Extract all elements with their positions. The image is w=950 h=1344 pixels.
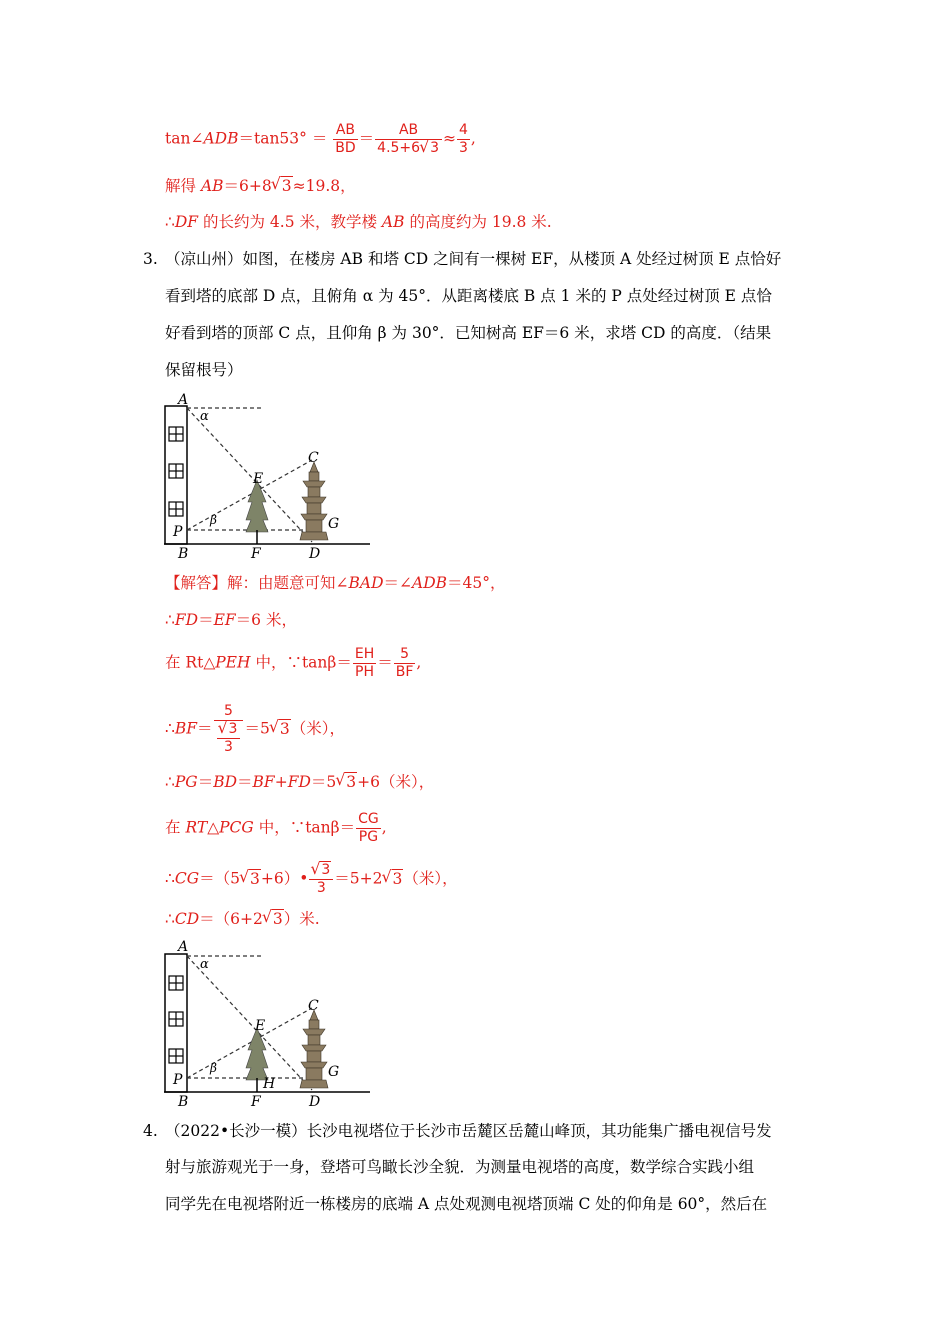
question-4-number: 4. (143, 1122, 158, 1140)
figure-building-tree-tower (160, 392, 375, 560)
label-h-2: H (263, 1076, 276, 1092)
fraction-ab-bd: $\frac{AB}{BD}$ (335, 122, 356, 156)
fraction-ab-over-sum: $\frac{AB}{4.5+6√ 3}$ (375, 122, 442, 157)
label-p-2: P (173, 1072, 183, 1088)
label-c-2: C (308, 998, 319, 1014)
label-f: F (251, 546, 261, 560)
tower (300, 462, 328, 540)
solution-line-3: 在 Rt△PEH 中，∵tanβ＝ $\frac{EH}{PH}$ ＝ $\frac{5}{BF}$ , (165, 646, 422, 680)
fraction-cg-pg: $\frac{CG}{PG}$ (358, 811, 379, 845)
label-g-2: G (328, 1064, 340, 1080)
question-3-line-2: 看到塔的底部 D 点，且俯角 α 为 45°．从距离楼底 B 点 1 米的 P 点处经过树顶 E 点恰 (165, 287, 772, 305)
tree (246, 480, 268, 544)
tower-2 (300, 1010, 328, 1088)
angle-alpha-2: α (200, 957, 209, 972)
label-a: A (178, 392, 189, 408)
label-d-2: D (309, 1094, 321, 1110)
question-4-line-1: （2022•长沙一模）长沙电视塔位于长沙市岳麓区岳麓山峰顶，其功能集广播电视信号发 (165, 1122, 772, 1140)
label-f-2: F (251, 1094, 261, 1110)
solution-line-5: ∴PG＝BD＝BF+FD＝5√ 3+6（米）， (165, 771, 434, 793)
solution-line-1: 【解答】解：由题意可知∠BAD＝∠ADB＝45°， (165, 574, 506, 592)
fraction-eh-ph: $\frac{EH}{PH}$ (354, 646, 375, 680)
question-4-line-2: 射与旅游观光于一身，登塔可鸟瞰长沙全貌．为测量电视塔的高度，数学综合实践小组 (165, 1158, 755, 1176)
label-g: G (328, 516, 340, 532)
label-e: E (253, 471, 264, 487)
figure-solution-diagram (160, 938, 375, 1110)
fraction-5-bf: $\frac{5}{BF}$ (395, 646, 414, 680)
label-d: D (309, 546, 321, 560)
solution-line-7: ∴CG＝（5√ 3+6）• √ $\frac{3}{3}$ ＝5+2√ 3（米）， (165, 862, 458, 897)
label-c: C (308, 450, 319, 466)
label-e-2: E (255, 1018, 266, 1034)
prev-line-1: tan∠ADB＝tan53° ＝ $\frac{AB}{BD}$ ＝ $\frac{AB}{4.5+6√ 3}$ ≈ $\frac{4}{3}$ , (165, 122, 476, 157)
question-4-line-3: 同学先在电视塔附近一栋楼房的底端 A 点处观测电视塔顶端 C 处的仰角是 60°，然后在 (165, 1195, 768, 1213)
question-3-line-1: （凉山州）如图，在楼房 AB 和塔 CD 之间有一棵树 EF，从楼顶 A 处经过树顶 E 点恰好 (165, 250, 782, 268)
solution-line-4: ∴BF＝ 5 √ $\frac{3}{3}$ ＝5√ 3（米）， (165, 703, 345, 756)
label-a-2: A (178, 939, 189, 955)
label-b: B (178, 546, 189, 560)
label-b-2: B (178, 1094, 189, 1110)
angle-beta-2: β (210, 1061, 217, 1075)
question-3-line-3: 好看到塔的顶部 C 点，且仰角 β 为 30°．已知树高 EF＝6 米，求塔 CD 的高度．（结果 (165, 324, 772, 342)
solution-line-6: 在 RT△PCG 中，∵tanβ＝ $\frac{CG}{PG}$ , (165, 811, 387, 845)
label-p: P (173, 524, 183, 540)
solution-line-8: ∴CD＝（6+2√ 3）米. (165, 908, 320, 930)
prev-line-2: 解得 AB＝6+8√ 3≈19.8， (165, 175, 356, 197)
question-3-line-4: 保留根号） (165, 361, 243, 379)
fraction-4-3: $\frac{4}{3}$ (459, 122, 468, 156)
question-3-number: 3. (143, 250, 158, 268)
fraction-5-over-root3-3: 5 √ $\frac{3}{3}$ (214, 703, 244, 756)
solution-line-2: ∴FD＝EF＝6 米， (165, 611, 297, 629)
prev-line-3: ∴DF 的长约为 4.5 米，教学楼 AB 的高度约为 19.8 米. (165, 213, 552, 231)
angle-alpha: α (200, 409, 209, 424)
angle-beta: β (210, 513, 217, 527)
fraction-root3-3: √ $\frac{3}{3}$ (309, 862, 333, 897)
